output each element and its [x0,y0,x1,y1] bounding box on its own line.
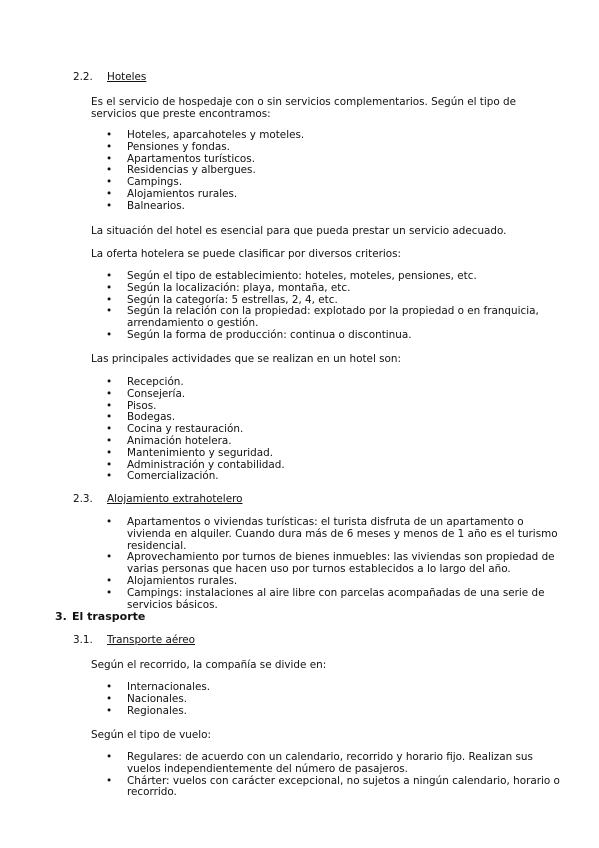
bullet-icon: • [106,692,113,705]
bullet-icon: • [106,176,113,189]
bullet-icon: • [106,399,113,412]
paragraph: La oferta hotelera se puede clasificar por diversos criterios: [91,248,402,260]
list-item: • Consejería. [106,387,186,400]
bullet-icon: • [106,305,113,318]
list-item: • Alojamientos rurales. [106,574,238,587]
bullet-icon: • [106,681,113,693]
list-item: • Bodegas. [106,411,176,424]
bullet-icon: • [106,140,113,153]
list-item: • Recepción. [106,376,184,388]
section-title: Alojamiento extrahotelero [107,493,243,505]
list-item: • Según la categoría: 5 estrellas, 2, 4, etc. [106,293,338,306]
paragraph: La situación del hotel es esencial para que pueda prestar un servicio adecuado. [91,225,507,237]
list-item: • Administración y contabilidad. [106,458,285,471]
bullet-icon: • [106,458,113,471]
section-title: El trasporte [72,610,146,623]
section-heading-2-3 [73,493,243,506]
paragraph: Es el servicio de hospedaje con o sin servicios complementarios. Según el tipo de servicios que preste encontramos: [91,96,517,120]
bullet-list-hotel-types [91,130,561,213]
list-item: • Campings: instalaciones al aire libre con parcelas acompañadas de una serie de servicios básicos. [106,586,545,611]
bullet-list-extrahotel [91,517,561,611]
section-heading-3-1 [73,634,195,647]
list-item: • Nacionales. [106,692,188,705]
bullet-icon: • [106,387,113,400]
bullet-icon: • [106,586,113,599]
paragraph: Según el tipo de vuelo: [91,729,212,741]
bullet-icon: • [106,704,113,717]
bullet-icon: • [106,376,113,388]
section-number: 2.2. [73,71,93,83]
bullet-icon: • [106,411,113,424]
bullet-icon: • [106,164,113,177]
list-item: • Según la relación con la propiedad: explotado por la propiedad o en franquicia, arrendamiento o gestión. [106,305,539,330]
list-item: • Regulares: de acuerdo con un calendario, recorrido y horario fijo. Realizan sus vuelos independientemente del número de pasajeros. [106,751,533,775]
list-item: • Según la localización: playa, montaña, etc. [106,281,351,294]
list-item: • Balnearios. [106,199,185,212]
list-item: • Mantenimiento y seguridad. [106,446,274,459]
bullet-list-activities [91,377,561,483]
bullet-icon: • [106,129,113,141]
section-number: 3.1. [73,634,93,646]
bullet-icon: • [106,187,113,200]
list-item: • Residencias y albergues. [106,164,256,177]
bullet-list-flight-types [91,752,561,799]
bullet-icon: • [106,551,113,564]
list-item: • Chárter: vuelos con carácter excepcional, no sujetos a ningún calendario, horario o recorrido. [106,774,560,799]
list-item: • Apartamentos o viviendas turísticas: el turista disfruta de un apartamento o vivienda en alquiler. Cuando dura más de 6 meses y menos de 1 año es el turismo residencial. [106,516,558,552]
bullet-icon: • [106,281,113,294]
bullet-icon: • [106,328,113,341]
bullet-icon: • [106,470,113,483]
list-item: • Campings. [106,176,183,189]
bullet-icon: • [106,270,113,282]
section-title: Hoteles [107,71,147,83]
section-title: Transporte aéreo [107,634,196,646]
list-item: • Aprovechamiento por turnos de bienes inmuebles: las viviendas son propiedad de varias personas que hacen uso por turnos establecidos a lo largo del año. [106,551,555,576]
bullet-icon: • [106,152,113,165]
bullet-icon: • [106,199,113,212]
list-item: • Hoteles, aparcahoteles y moteles. [106,129,305,141]
bullet-icon: • [106,293,113,306]
list-item: • Pensiones y fondas. [106,140,230,153]
bullet-list-criteria [91,271,561,342]
list-item: • Según el tipo de establecimiento: hoteles, moteles, pensiones, etc. [106,270,477,282]
list-item: • Cocina y restauración. [106,423,244,436]
list-item: • Regionales. [106,704,187,717]
paragraph: Las principales actividades que se realizan en un hotel son: [91,353,401,365]
bullet-icon: • [106,434,113,447]
list-item: • Apartamentos turísticos. [106,152,256,165]
bullet-icon: • [106,516,113,528]
section-heading-2-2 [73,71,146,84]
section-number: 2.3. [73,493,93,505]
bullet-icon: • [106,774,113,787]
section-number: 3. [55,610,67,623]
paragraph: Según el recorrido, la compañía se divide en: [91,659,327,671]
list-item: • Según la forma de producción: continua o discontinua. [106,328,412,341]
list-item: • Pisos. [106,399,157,412]
list-item: • Animación hotelera. [106,434,232,447]
bullet-icon: • [106,446,113,459]
list-item: • Comercialización. [106,470,219,483]
bullet-icon: • [106,423,113,436]
list-item: • Internacionales. [106,681,211,693]
bullet-icon: • [106,574,113,587]
bullet-list-routes [91,682,561,717]
section-heading-3 [55,610,145,624]
list-item: • Alojamientos rurales. [106,187,238,200]
bullet-icon: • [106,751,113,763]
